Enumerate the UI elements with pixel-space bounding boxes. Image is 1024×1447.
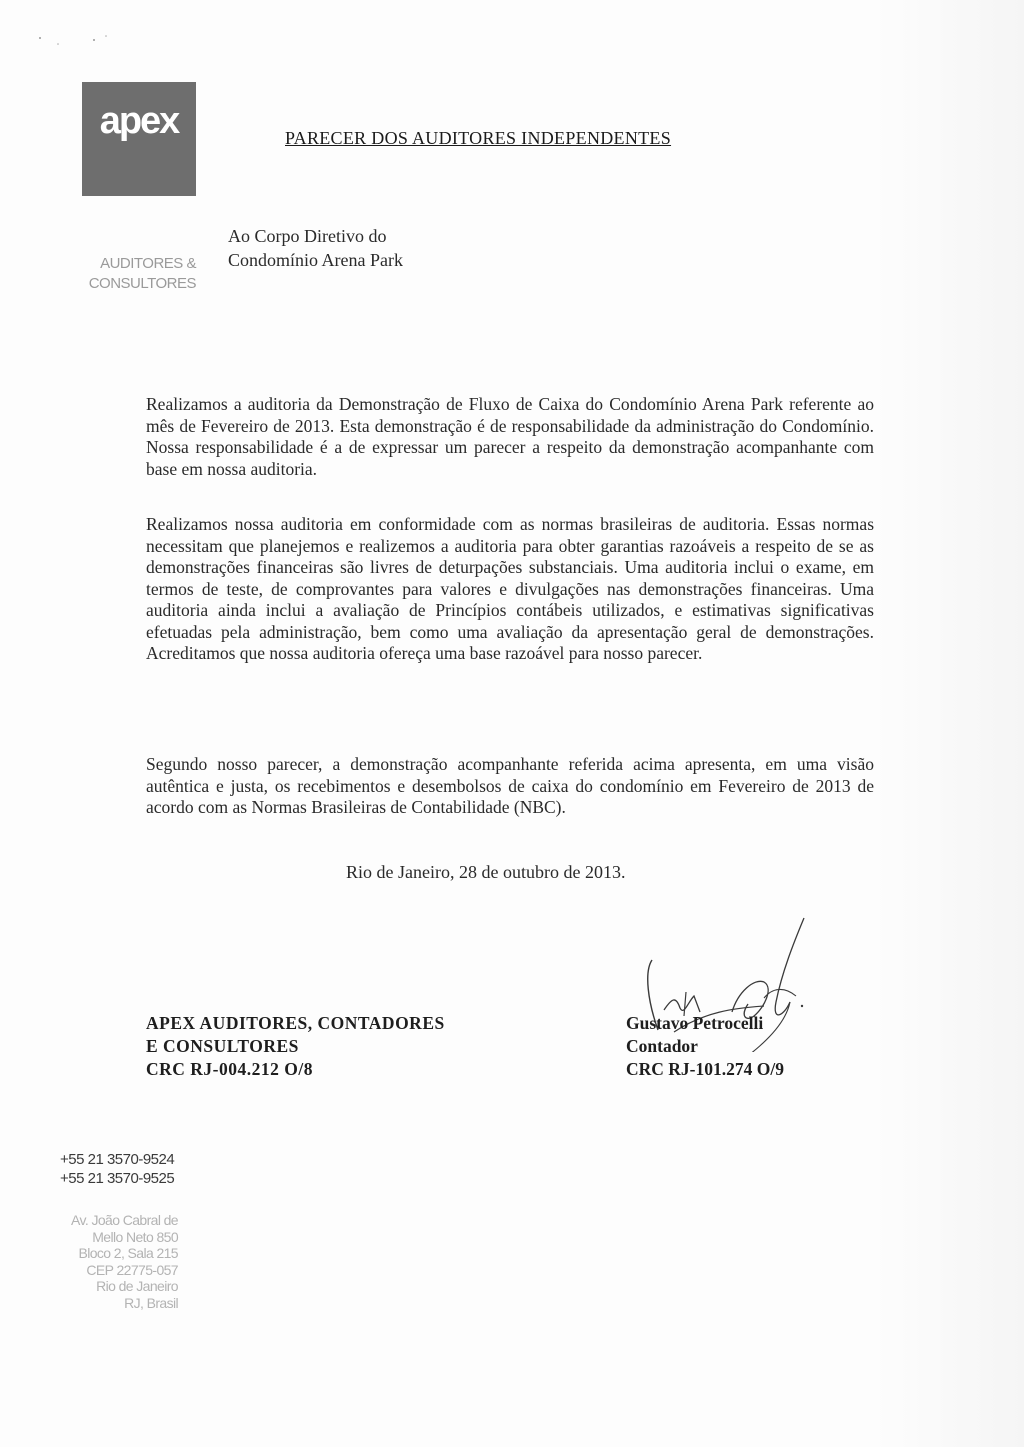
phone-numbers: [60, 1150, 174, 1188]
address-line: Rio de Janeiro: [96, 1278, 178, 1294]
company-line: APEX AUDITORES, CONTADORES: [146, 1013, 445, 1033]
signer-crc: CRC RJ-101.274 O/9: [626, 1059, 784, 1079]
address-line: CEP 22775-057: [86, 1261, 178, 1278]
signer-name: Gustavo Petrocelli: [626, 1013, 764, 1033]
logo-subtitle-line: AUDITORES &: [100, 255, 196, 272]
paragraph-scope: Realizamos a auditoria da Demonstração de Fluxo de Caixa do Condomínio Arena Park referente ao mês de Fevereiro de 2013. Esta demonstração é de responsabilidade da administração do Condomínio. Nossa responsabilidade é a de expressar um parecer a respeito da demonstração acompanhante com base em nossa auditoria.: [146, 394, 874, 479]
address-line: RJ, Brasil: [124, 1294, 178, 1311]
logo-mark: apex: [99, 100, 179, 142]
scan-shadow: [874, 0, 1024, 1447]
apex-logo: [82, 82, 196, 196]
office-address: [40, 1212, 178, 1311]
paragraph-opinion: Segundo nosso parecer, a demonstração acompanhante referida acima apresenta, em uma visão autêntica e justa, os recebimentos e desembolsos de caixa do condomínio em Fevereiro de 2013 de acordo com as Normas Brasileiras de Contabilidade (NBC).: [146, 754, 874, 817]
phone-line: +55 21 3570-9524: [60, 1151, 175, 1168]
paragraph-standards: Realizamos nossa auditoria em conformidade com as normas brasileiras de auditoria. Essas normas necessitam que planejemos e realizemos a auditoria para obter garantias razoáveis a respeito de se as demonstrações financeiras são livres de deturpações substanciais. Uma auditoria inclui o exame, em termos de teste, de comprovantes para valores e divulgações nas demonstrações financeiras. Uma auditoria ainda inclui a avaliação de Princípios contábeis utilizados, e estimativas significativas efetuadas pela administração, bem como uma avaliação da apresentação geral de demonstrações. Acreditamos que nossa auditoria ofereça uma base razoável para nosso parecer.: [146, 514, 874, 663]
address-line: Mello Neto 850: [92, 1228, 178, 1245]
scan-specks: [30, 30, 120, 50]
address-line: Bloco 2, Sala 215: [78, 1245, 178, 1261]
signer-block: [626, 1012, 784, 1081]
company-line: CRC RJ-004.212 O/8: [146, 1059, 313, 1079]
phone-line: +55 21 3570-9525: [60, 1170, 175, 1187]
address-line: Av. João Cabral de: [71, 1212, 178, 1228]
date-line: Rio de Janeiro, 28 de outubro de 2013.: [346, 862, 626, 882]
company-block: [146, 1012, 445, 1081]
signer-role: Contador: [626, 1036, 698, 1056]
document-title: PARECER DOS AUDITORES INDEPENDENTES: [285, 128, 672, 148]
logo-subtitle-line: CONSULTORES: [88, 275, 196, 292]
logo-subtitle: [52, 254, 196, 294]
company-line: E CONSULTORES: [146, 1036, 299, 1056]
addressee: [228, 224, 403, 272]
addressee-line: Condomínio Arena Park: [228, 250, 403, 270]
addressee-line: Ao Corpo Diretivo do: [228, 226, 387, 246]
